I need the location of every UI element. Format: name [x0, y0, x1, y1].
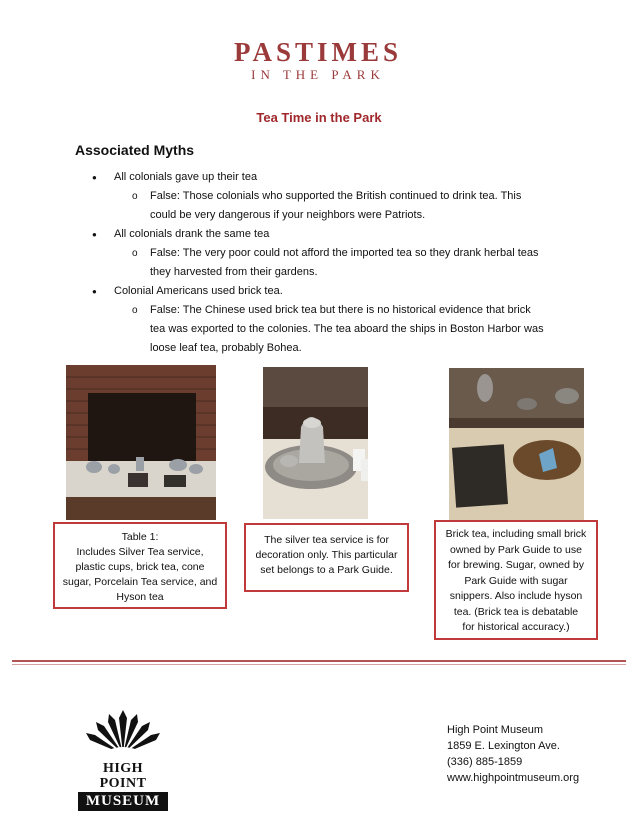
photo-brick-tea — [449, 368, 584, 520]
myth-answer — [92, 244, 562, 282]
logo-line1: PASTIMES — [233, 37, 403, 67]
footer-divider — [12, 660, 626, 662]
answer-line: o False: The very poor could not afford the imported tea so they drank herbal teas — [150, 247, 539, 259]
caption-brick-tea — [434, 520, 598, 640]
pastimes-logo — [228, 38, 408, 82]
myth-answer — [92, 301, 562, 358]
caption-line: Park Guide with sugar — [464, 574, 568, 587]
caption-line: for brewing. Sugar, owned by — [448, 559, 584, 571]
caption-line: snippers. Also include hyson — [449, 590, 583, 602]
sunburst-icon — [78, 708, 168, 756]
answer-line: o False: Those colonials who supported the British continued to drink tea. This — [150, 190, 522, 202]
logo-text-museum: MUSEUM — [78, 792, 168, 811]
photo-table-fireplace — [66, 365, 216, 520]
caption-line: Hyson tea — [116, 591, 164, 603]
logo-text-high-point: HIGH POINT — [99, 761, 147, 791]
caption-line: sugar, Porcelain Tea service, and — [62, 576, 218, 588]
answer-line: loose leaf tea, probably Bohea. — [150, 342, 302, 354]
caption-line: for historical accuracy.) — [462, 621, 570, 633]
address-phone: (336) 885-1859 — [447, 756, 523, 768]
footer-divider-thin — [12, 664, 626, 665]
high-point-museum-logo — [78, 708, 168, 811]
myth-item: ● All colonials gave up their tea — [92, 168, 562, 187]
caption-line: Table 1: — [121, 531, 159, 543]
address-street: 1859 E. Lexington Ave. — [447, 740, 560, 752]
myth-item: ● All colonials drank the same tea — [92, 225, 562, 244]
logo-line2: IN THE PARK — [251, 67, 385, 82]
myths-list — [92, 168, 562, 358]
museum-address — [447, 722, 579, 786]
answer-line: they harvested from their gardens. — [150, 266, 318, 278]
myth-answer — [92, 187, 562, 225]
caption-table — [53, 522, 227, 609]
caption-line: Includes Silver Tea service, — [76, 546, 204, 558]
myth-item: ● Colonial Americans used brick tea. — [92, 282, 562, 301]
caption-silver-service — [244, 523, 409, 592]
answer-line: tea was exported to the colonies. The tea aboard the ships in Boston Harbor was — [150, 323, 544, 335]
answer-line: could be very dangerous if your neighbors were Patriots. — [150, 209, 426, 221]
caption-line: set belongs to a Park Guide. — [260, 564, 393, 576]
caption-line: plastic cups, brick tea, cone — [75, 561, 205, 573]
section-heading: Associated Myths — [75, 142, 195, 158]
caption-line: decoration only. This particular — [255, 549, 398, 561]
caption-line: owned by Park Guide to use — [450, 543, 582, 556]
answer-line: o False: The Chinese used brick tea but there is no historical evidence that brick — [150, 304, 531, 316]
photo-silver-tea-service — [263, 367, 368, 519]
address-web[interactable]: www.highpointmuseum.org — [447, 772, 580, 784]
caption-line: tea. (Brick tea is debatable — [453, 605, 579, 618]
caption-line: The silver tea service is for — [264, 534, 389, 546]
caption-line: Brick tea, including small brick — [445, 528, 587, 540]
address-name: High Point Museum — [447, 724, 543, 736]
page-title: Tea Time in the Park — [256, 110, 382, 125]
